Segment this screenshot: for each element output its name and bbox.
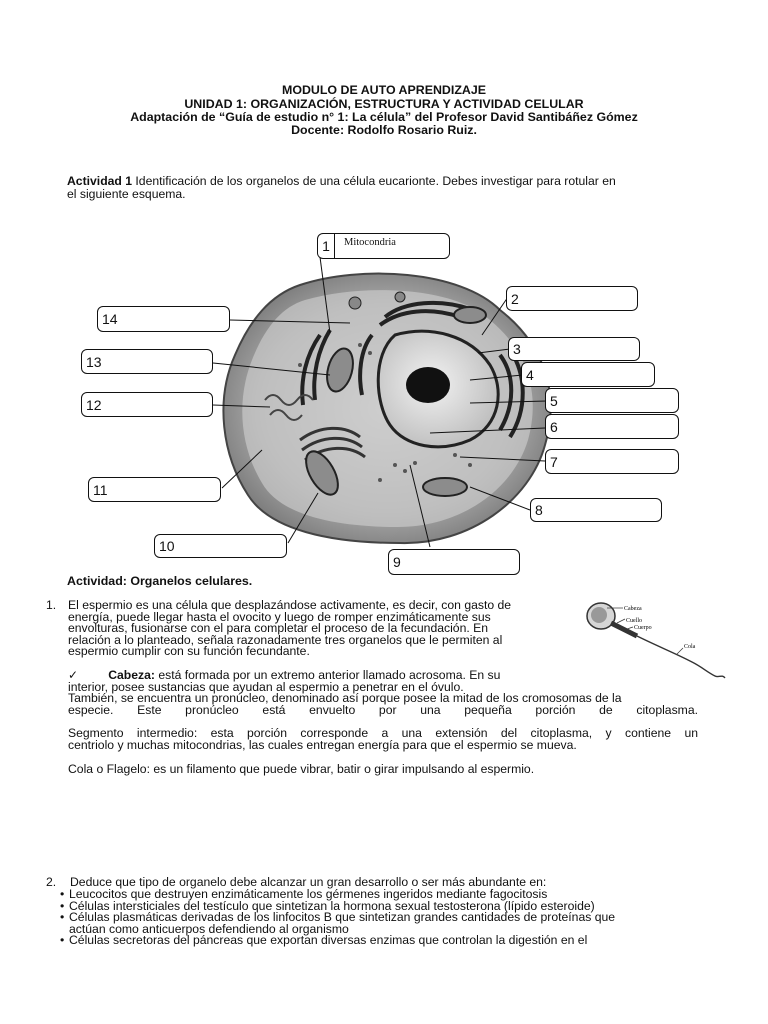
label-box-2[interactable]: [506, 286, 638, 311]
label-box-10[interactable]: [154, 534, 287, 558]
cabeza-line: especie. Este pronúcleo está envuelto por una pequeña porción de citoplasma.: [68, 702, 698, 717]
label-number: 13: [86, 353, 102, 370]
label-number: 14: [102, 311, 118, 327]
activity1-text: Identificación de los organelos de una célula eucarionte. Debes investigar para rotular en: [132, 174, 616, 188]
sperm-label-cuerpo: Cuerpo: [634, 625, 652, 631]
sperm-label-cuello: Cuello: [626, 618, 642, 624]
nucleolus: [406, 367, 450, 403]
label-box-3[interactable]: [508, 337, 640, 361]
label-number: 11: [93, 481, 108, 498]
q1-line: relación a lo planteado, señala razonadamente tres organelos que le permiten al: [68, 632, 503, 647]
list-item: [60, 935, 720, 947]
label-number: 1: [318, 234, 335, 258]
cabeza-label: Cabeza:: [108, 668, 155, 682]
list-item: [60, 912, 720, 935]
list-item-text: actúan como anticuerpos defendiendo al organismo: [69, 921, 349, 936]
q1-line: envolturas, fusionarse con el para completar el proceso de la fecundación. En: [68, 621, 489, 635]
sperm-label-cabeza: Cabeza: [624, 606, 642, 612]
list-item-text: Leucocitos que destruyen enzimáticamente los gérmenes ingeridos mediante fagocitosis: [69, 887, 548, 901]
label-number: 2: [511, 290, 519, 307]
label-box-7[interactable]: [545, 449, 679, 474]
q1-line: espermio cumplir con su función fecundante.: [68, 644, 310, 658]
label-number: 3: [513, 341, 521, 357]
label-number: 9: [393, 554, 401, 570]
label-box-11[interactable]: [88, 477, 221, 502]
label-number: 8: [535, 502, 543, 518]
label-number: 4: [526, 366, 534, 383]
q2-number: 2.: [46, 875, 57, 889]
list-item-text: Células intersticiales del testículo que sintetizan la hormona sexual testosterona (lípido esteroide): [69, 898, 595, 913]
cabeza-line: interior, posee sustancias que ayudan al espermio a penetrar en el óvulo.: [68, 679, 464, 694]
doc-title: MODULO DE AUTO APRENDIZAJE: [282, 83, 486, 97]
bullet: •: [60, 910, 65, 924]
cabeza-line: También, se encuentra un pronúcleo, denominado así porque posee la mitad de los cromosomas de la: [68, 691, 622, 705]
segmento-line: centriolo y muchas mitocondrias, las cuales entregan energía para que el espermio se mueva.: [68, 737, 577, 752]
label-number: 6: [550, 418, 558, 435]
q1-line: energía, puede llegar hasta el ovocito y luego de romper enzimáticamente sus: [68, 609, 491, 624]
label-box-9[interactable]: [388, 549, 520, 575]
label-answer: Mitocondria: [344, 237, 396, 248]
label-box-5[interactable]: [545, 388, 679, 413]
q1-number: 1.: [46, 598, 57, 612]
bullet: •: [60, 898, 65, 913]
vesicle: [395, 292, 405, 302]
activity1-title: Actividad 1: [67, 174, 133, 188]
cola-paragraph: Cola o Flagelo: es un filamento que puede vibrar, batir o girar impulsando al espermio.: [68, 762, 535, 776]
segmento-paragraph: [68, 728, 698, 751]
label-number: 5: [550, 392, 558, 409]
q2-list: [60, 889, 720, 947]
bullet: •: [60, 933, 65, 947]
cabeza-paragraph: [68, 670, 698, 716]
label-number: 7: [550, 453, 558, 470]
activity2-title: Actividad: Organelos celulares.: [67, 574, 253, 588]
list-item-text: Células secretoras del páncreas que exportan diversas enzimas que controlan la digestión en el: [69, 933, 588, 947]
cabeza-line: está formada por un extremo anterior llamado acrosoma. En su: [154, 668, 501, 682]
activity1-text-2: el siguiente esquema.: [67, 186, 186, 201]
check-mark: ✓: [68, 668, 79, 682]
label-box-1[interactable]: [317, 233, 450, 259]
activity1-instructions: [67, 176, 707, 200]
label-number: 10: [159, 538, 175, 554]
bullet: •: [60, 887, 65, 901]
label-box-4[interactable]: [521, 362, 655, 387]
adaptation-line: Adaptación de “Guía de estudio n° 1: La célula” del Profesor David Santibáñez Gómez: [130, 110, 638, 124]
label-box-12[interactable]: [81, 392, 213, 417]
sperm-label-cola: Cola: [684, 644, 696, 650]
q2-intro: Deduce que tipo de organelo debe alcanzar un gran desarrollo o ser más abundante en:: [70, 875, 547, 889]
teacher-line: Docente: Rodolfo Rosario Ruiz.: [291, 123, 477, 137]
label-box-14[interactable]: [97, 306, 230, 332]
segmento-line: Segmento intermedio: esta porción corresponde a una extensión del citoplasma, y contiene un: [68, 726, 698, 740]
q1-line: El espermio es una célula que desplazándose activamente, es decir, con gasto de: [68, 598, 512, 612]
label-box-8[interactable]: [530, 498, 662, 522]
q1-paragraph: [68, 600, 572, 658]
label-box-6[interactable]: [545, 414, 679, 439]
list-item-text: Células plasmáticas derivadas de los linfocitos B que sintetizan grandes cantidades de proteínas que: [69, 910, 616, 924]
vesicle: [349, 297, 361, 309]
unit-title: UNIDAD 1: ORGANIZACIÓN, ESTRUCTURA Y ACTIVIDAD CELULAR: [184, 97, 584, 111]
label-number: 12: [86, 396, 102, 413]
label-box-13[interactable]: [81, 349, 213, 374]
